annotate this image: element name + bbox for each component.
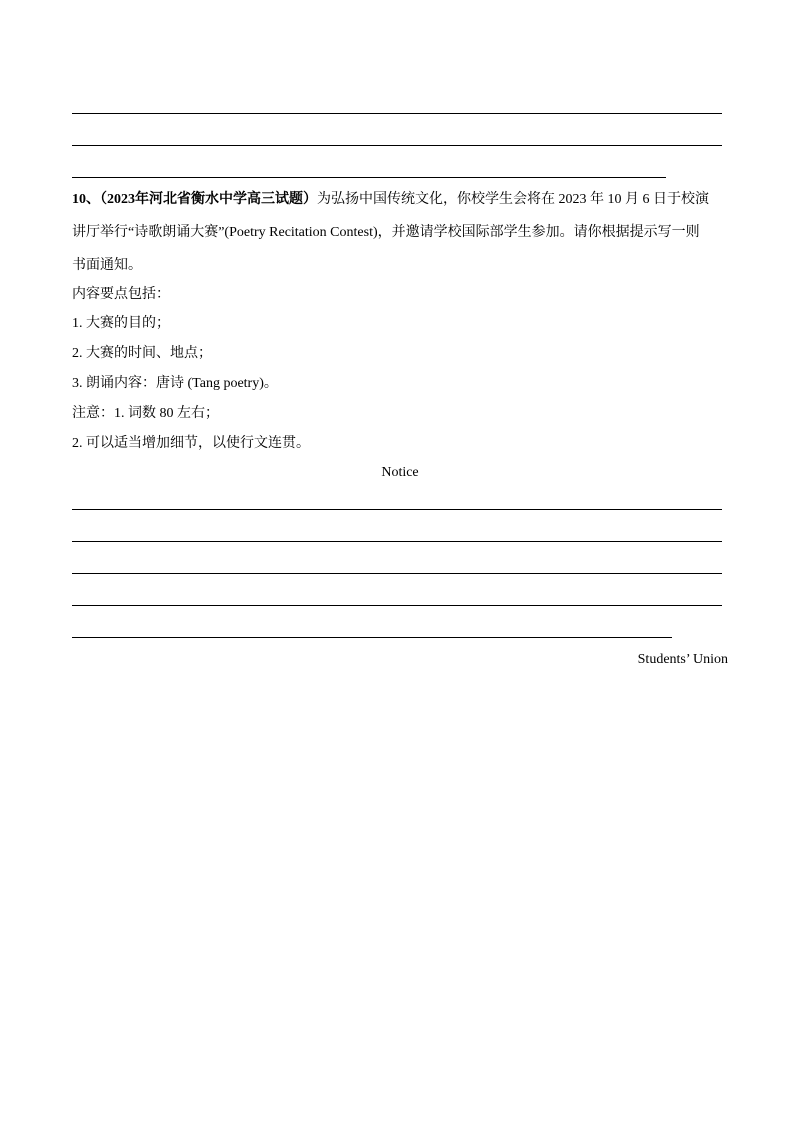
answer-line-2[interactable] [72,541,722,542]
point-item-2: 2. 大赛的时间、地点； [72,346,212,361]
point-item-3: 3. 朗诵内容：唐诗 (Tang poetry)。 [72,376,278,391]
answer-line-prev-3 [72,177,666,178]
answer-line-1[interactable] [72,509,722,510]
points-heading: 内容要点包括： [72,287,170,302]
signature: Students’ Union [637,652,728,667]
question-prompt-text-1: 为弘扬中国传统文化，你校学生会将在 2023 年 10 月 6 日于校演 [317,192,709,207]
question-number: 10、 [72,192,100,207]
question-prompt-line-3: 书面通知。 [72,258,142,273]
question-prompt-line-1 [72,190,709,210]
answer-line-4[interactable] [72,605,722,606]
notice-title: Notice [381,465,419,480]
note-item-1: 注意：1. 词数 80 左右； [72,406,219,421]
question-prompt-line-2: 讲厅举行“诗歌朗诵大赛”(Poetry Recitation Contest)，并邀请学校国际部学生参加。请你根据提示写一则 [72,225,700,240]
answer-line-5[interactable] [72,637,672,638]
answer-line-prev-2 [72,145,722,146]
answer-line-3[interactable] [72,573,722,574]
question-source: （2023年河北省衡水中学高三试题） [100,192,317,207]
note-item-2: 2. 可以适当增加细节，以使行文连贯。 [72,436,310,451]
point-item-1: 1. 大赛的目的； [72,316,170,331]
answer-line-prev-1 [72,113,722,114]
